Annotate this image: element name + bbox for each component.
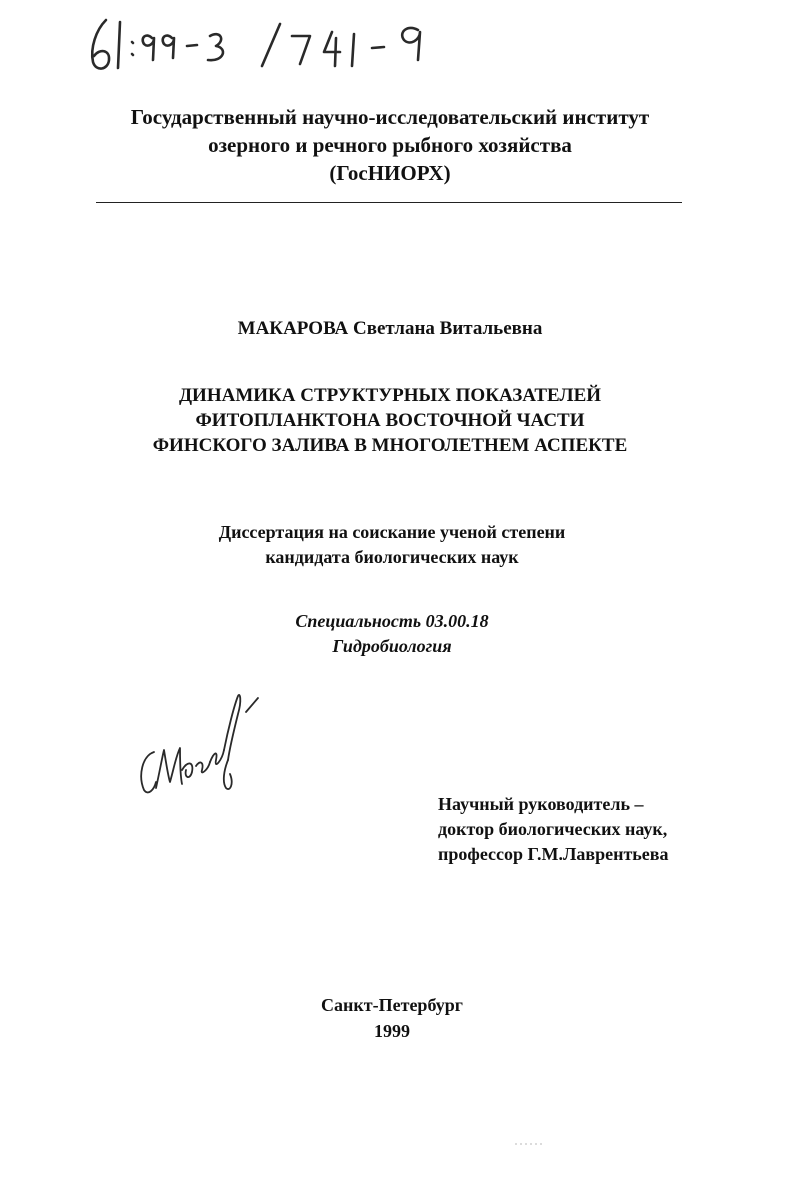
institute-line-3: (ГосНИОРХ) xyxy=(329,161,451,185)
supervisor-line-2: доктор биологических наук, xyxy=(438,819,668,839)
year: 1999 xyxy=(374,1021,410,1041)
dissertation-title xyxy=(0,383,780,458)
institute-line-2: озерного и речного рыбного хозяйства xyxy=(208,133,572,157)
institute-block xyxy=(0,103,780,187)
title-line-2: ФИТОПЛАНКТОНА ВОСТОЧНОЙ ЧАСТИ xyxy=(195,410,585,431)
supervisor-line-3: профессор Г.М.Лаврентьева xyxy=(438,844,669,864)
scan-speck xyxy=(515,1142,545,1146)
title-line-3: ФИНСКОГО ЗАЛИВА В МНОГОЛЕТНЕМ АСПЕКТЕ xyxy=(152,435,628,456)
author-name: МАКАРОВА Светлана Витальевна xyxy=(237,318,543,339)
city: Санкт-Петербург xyxy=(321,995,463,1015)
place-and-year xyxy=(0,992,784,1044)
handwritten-signature xyxy=(130,690,270,805)
degree-line-1: Диссертация на соискание ученой степени xyxy=(218,522,566,542)
supervisor-block xyxy=(438,792,778,867)
header-divider xyxy=(96,202,682,203)
specialty-block xyxy=(0,609,784,659)
degree-line-2: кандидата биологических наук xyxy=(265,547,519,567)
handwritten-archive-code xyxy=(84,8,464,80)
supervisor-line-1: Научный руководитель – xyxy=(438,794,644,814)
degree-statement xyxy=(0,520,784,570)
specialty-code: Специальность 03.00.18 xyxy=(295,611,489,631)
specialty-name: Гидробиология xyxy=(332,636,452,656)
title-line-1: ДИНАМИКА СТРУКТУРНЫХ ПОКАЗАТЕЛЕЙ xyxy=(178,385,602,406)
institute-line-1: Государственный научно-исследовательский институт xyxy=(130,105,650,129)
